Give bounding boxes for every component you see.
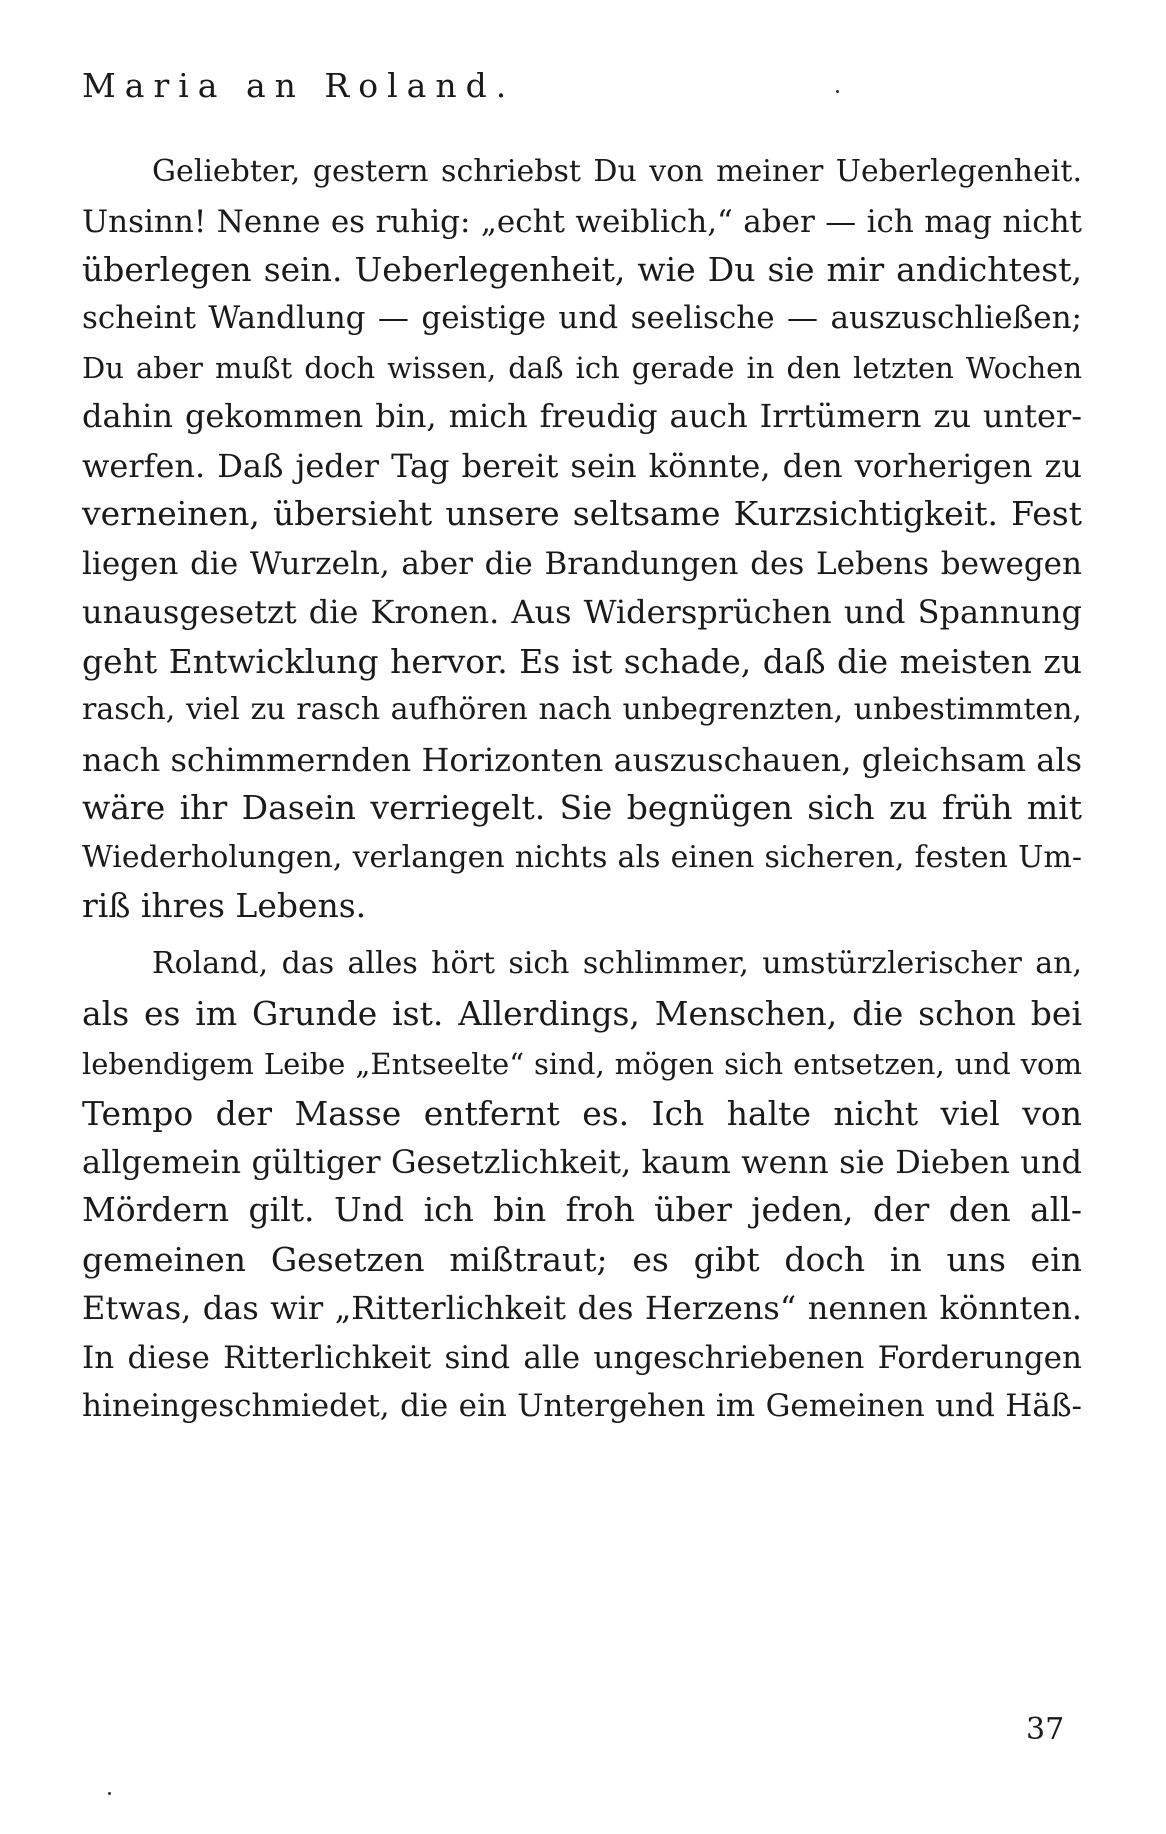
scan-speck xyxy=(836,90,839,93)
text-line: gemeinen Gesetzen mißtraut; es gibt doch in uns ein xyxy=(82,1240,1082,1279)
text-line: unausgesetzt die Kronen. Aus Widersprüchen und Spannung xyxy=(82,593,1082,631)
text-line: hineingeschmiedet, die ein Untergehen im Gemeinen und Häß- xyxy=(82,1388,1082,1424)
text-line: liegen die Wurzeln, aber die Brandungen des Lebens bewegen xyxy=(82,546,1082,582)
scan-speck xyxy=(108,1792,111,1795)
text-line: als es im Grunde ist. Allerdings, Menschen, die schon bei xyxy=(82,994,1082,1033)
text-line: dahin gekommen bin, mich freudig auch Irrtümern zu unter- xyxy=(82,397,1082,435)
text-line: werfen. Daß jeder Tag bereit sein könnte, den vorherigen zu xyxy=(82,447,1082,485)
text-line: Etwas, das wir „Ritterlichkeit des Herzens“ nennen könnten. xyxy=(82,1289,1082,1327)
text-line: nach schimmernden Horizonten auszuschauen, gleichsam als xyxy=(82,741,1082,779)
text-line: allgemein gültiger Gesetzlichkeit, kaum wenn sie Dieben und xyxy=(82,1143,1082,1181)
text-line: geht Entwicklung hervor. Es ist schade, daß die meisten zu xyxy=(82,642,1082,681)
text-line: Unsinn! Nenne es ruhig: „echt weiblich,“ aber — ich mag nicht xyxy=(82,204,1082,240)
text-line: scheint Wandlung — geistige und seelische — auszuschließen; xyxy=(82,300,1082,336)
text-line: wäre ihr Dasein verriegelt. Sie begnügen sich zu früh mit xyxy=(82,788,1082,827)
chapter-heading: Maria an Roland. xyxy=(82,66,516,105)
text-line: Wiederholungen, verlangen nichts als einen sicheren, festen Um- xyxy=(82,840,1082,875)
text-line: rasch, viel zu rasch aufhören nach unbegrenzten, unbestimmten, xyxy=(82,692,1082,727)
page-number: 37 xyxy=(1026,1712,1065,1747)
text-line: riß ihres Lebens. xyxy=(82,886,367,925)
text-line: lebendigem Leibe „Entseelte“ sind, mögen sich entsetzen, und vom xyxy=(82,1047,1082,1081)
text-line: Roland, das alles hört sich schlimmer, umstürzlerischer an, xyxy=(152,946,1082,981)
text-line: Mördern gilt. Und ich bin froh über jeden, der den all- xyxy=(82,1190,1082,1229)
text-line: In diese Ritterlichkeit sind alle ungeschriebenen Forderungen xyxy=(82,1340,1082,1376)
text-line: Du aber mußt doch wissen, daß ich gerade in den letzten Wochen xyxy=(82,351,1082,385)
text-line: Tempo der Masse entfernt es. Ich halte nicht viel von xyxy=(82,1094,1082,1133)
text-line: Geliebter, gestern schriebst Du von meiner Ueberlegenheit. xyxy=(152,154,1082,189)
text-line: verneinen, übersieht unsere seltsame Kurzsichtigkeit. Fest xyxy=(82,494,1082,533)
text-line: überlegen sein. Ueberlegenheit, wie Du sie mir andichtest, xyxy=(82,250,1082,289)
